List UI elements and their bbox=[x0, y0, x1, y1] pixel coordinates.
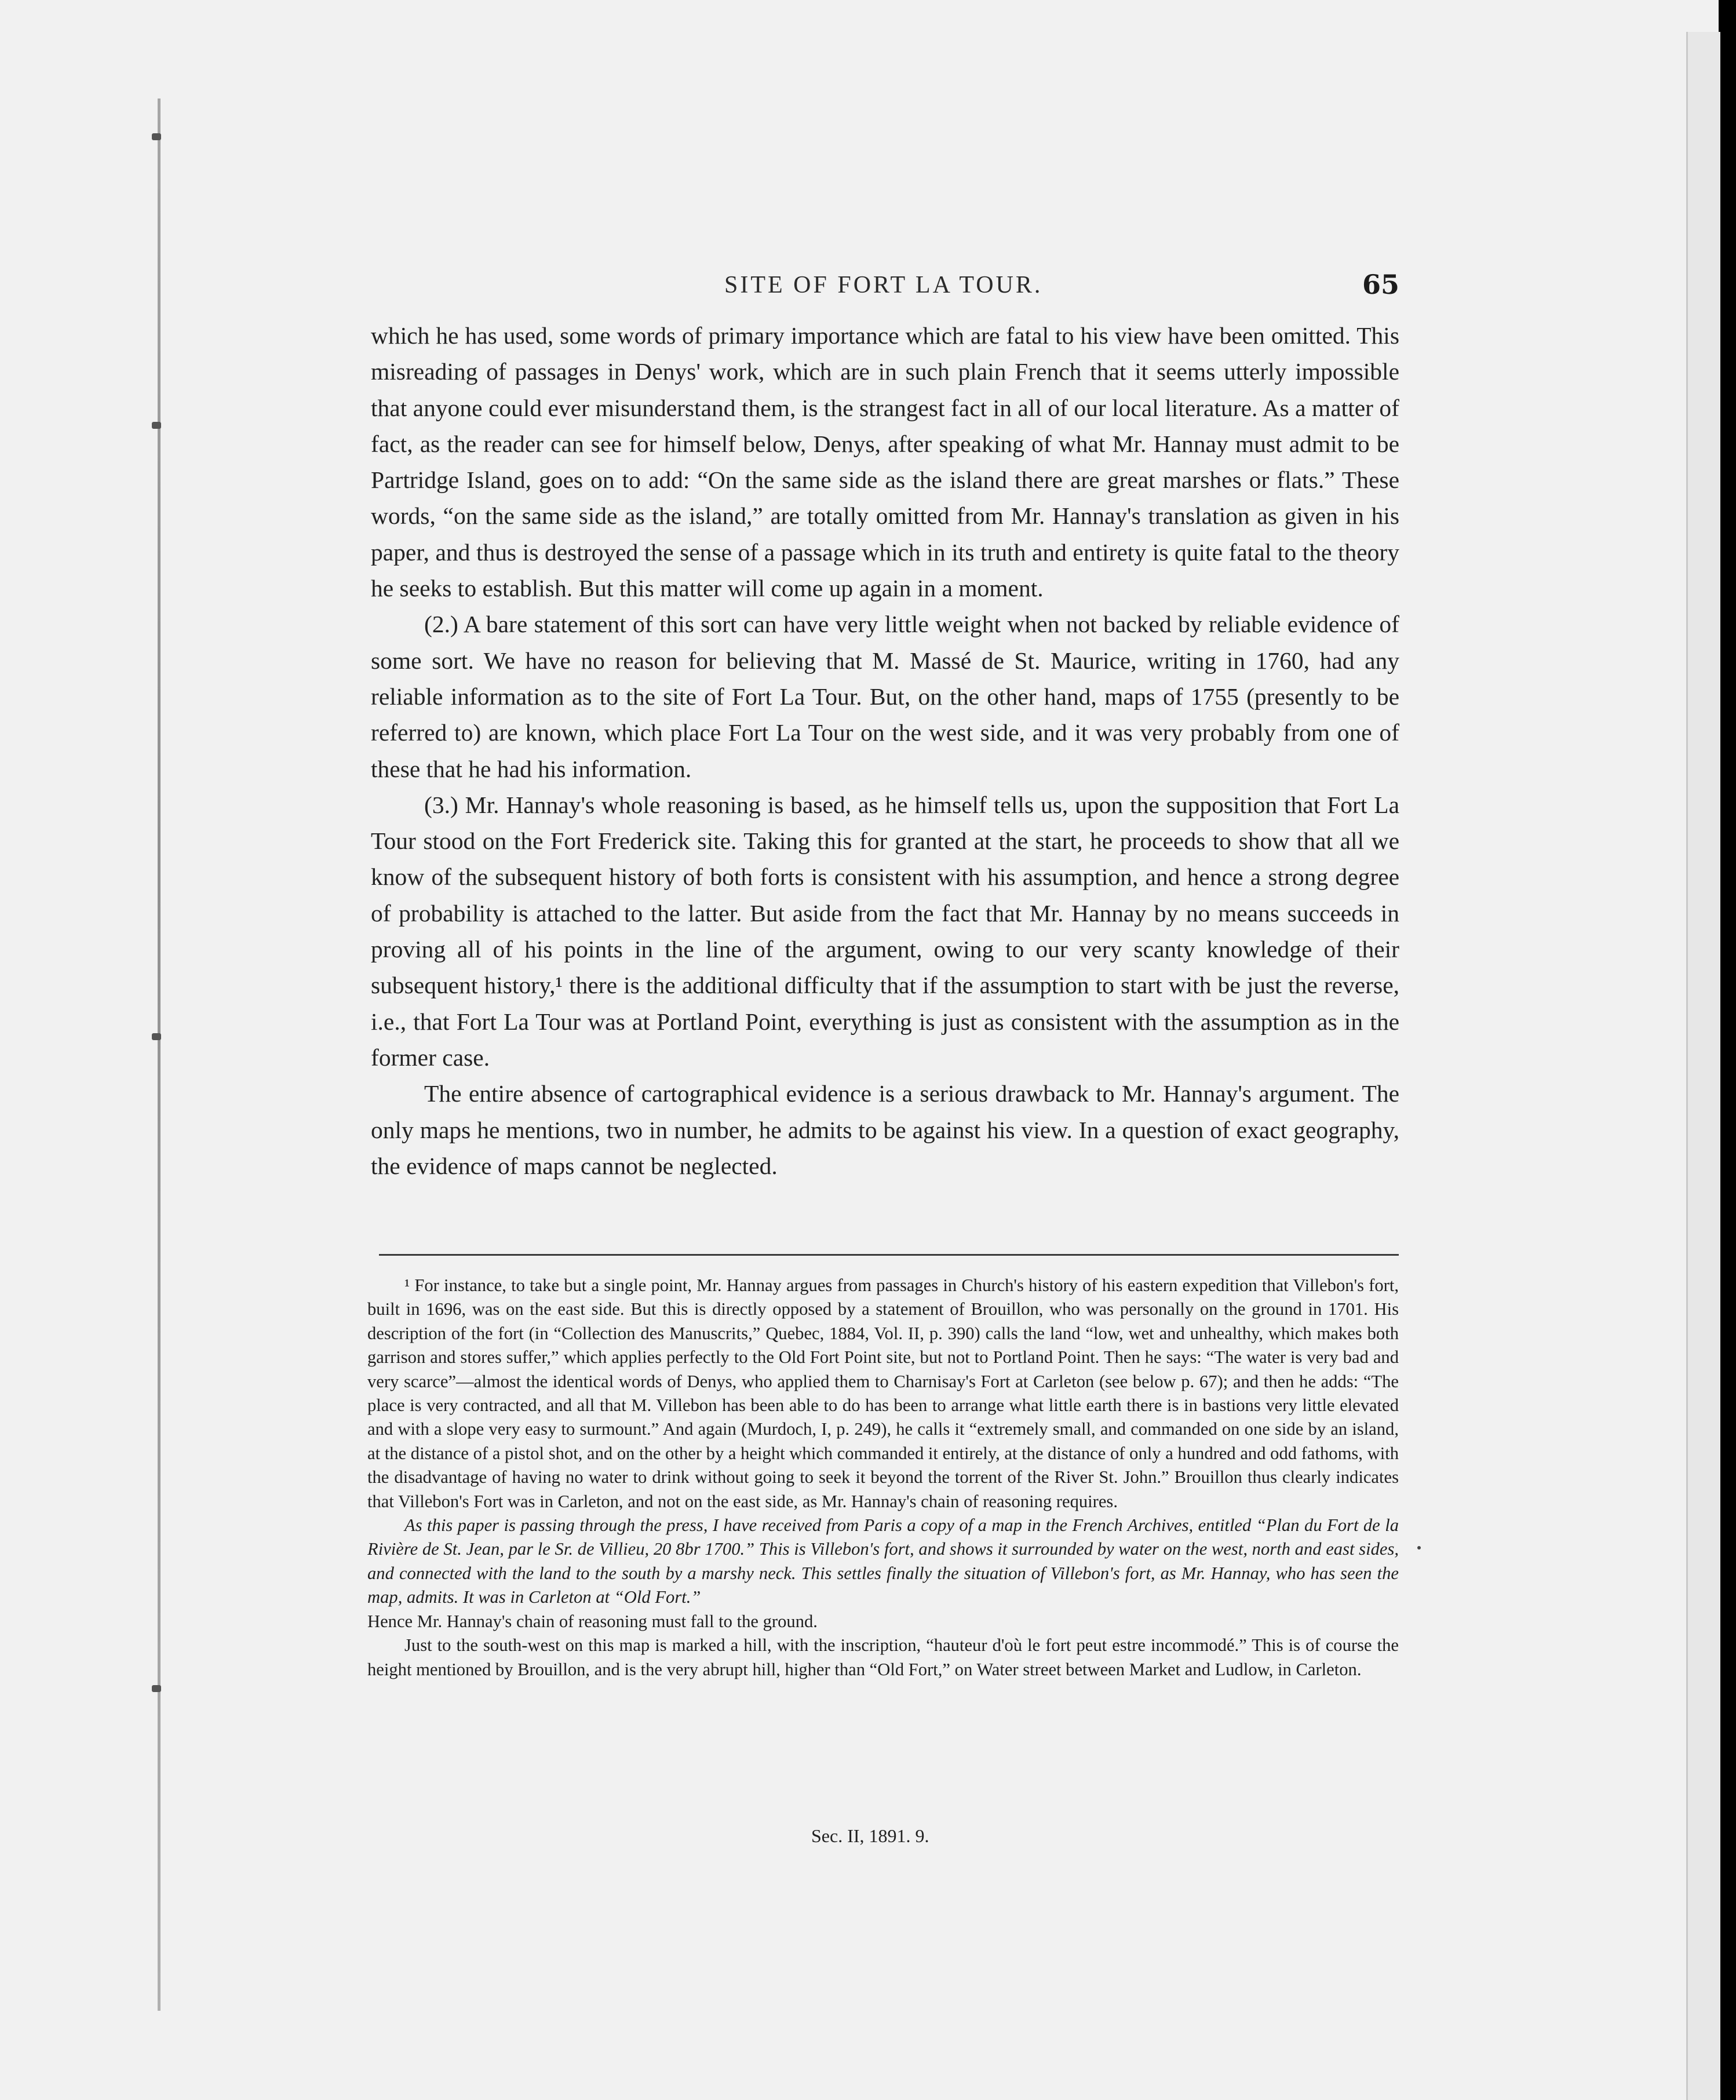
paragraph: (3.) Mr. Hannay's whole reasoning is based, as he himself tells us, upon the supposition that Fort La Tour stood on the Fort Frederick site. Taking this for granted at the start, he proceeds to show that all we know of the subsequent history of both forts is consistent with his assumption, and hence a strong degree of probability is attached to the latter. But aside from the fact that Mr. Hannay by no means succeeds in proving all of his points in the line of the argument, owing to our very scanty knowledge of their subsequent history,¹ there is the additional difficulty that if the assumption to start with be just the reverse, i.e., that Fort La Tour was at Portland Point, everything is just as consistent with the assumption as in the former case. bbox=[371, 791, 1399, 1071]
page-number: 65 bbox=[1362, 269, 1399, 300]
page-edge bbox=[1686, 32, 1720, 2100]
footnote: Just to the south-west on this map is marked a hill, with the inscription, “hauteur d'où le fort peut estre incommodé.” This is of course the height mentioned by Brouillon, and is the very abrupt hill, higher than “Old Fort,” on Water street between Market and Ludlow, in Carleton. bbox=[367, 1635, 1399, 1679]
body-text bbox=[371, 318, 1399, 1184]
speck bbox=[1417, 1546, 1421, 1550]
gutter-mark bbox=[152, 422, 161, 429]
binding-gutter bbox=[158, 99, 161, 2011]
gutter-mark bbox=[152, 1685, 161, 1692]
footnote: Hence Mr. Hannay's chain of reasoning must fall to the ground. bbox=[367, 1611, 818, 1631]
paragraph: which he has used, some words of primary importance which are fatal to his view have been omitted. This misreading of passages in Denys' work, which are in such plain French that it seems utterly impossible that anyone could ever misunderstand them, is the strangest fact in all of our local literature. As a matter of fact, as the reader can see for himself below, Denys, after speaking of what Mr. Hannay must admit to be Partridge Island, goes on to add: “On the same side as the island there are great marshes or flats.” These words, “on the same side as the island,” are totally omitted from Mr. Hannay's translation as given in his paper, and thus is destroyed the sense of a passage which in its truth and entirety is quite fatal to the theory he seeks to establish. But this matter will come up again in a moment. bbox=[371, 322, 1399, 602]
signature-mark: Sec. II, 1891. 9. bbox=[811, 1825, 929, 1846]
gutter-mark bbox=[152, 133, 161, 140]
gutter-mark bbox=[152, 1033, 161, 1040]
footnote-rule bbox=[379, 1254, 1399, 1256]
footnote: ¹ For instance, to take but a single point, Mr. Hannay argues from passages in Church's history of his eastern expedition that Villebon's fort, built in 1696, was on the east side. But this is directly opposed by a statement of Brouillon, who was personally on the ground in 1701. His description of the fort (in “Collection des Manuscrits,” Quebec, 1884, Vol. II, p. 390) calls the land “low, wet and unhealthy, which makes both garrison and stores suffer,” which applies perfectly to the Old Fort Point site, but not to Portland Point. Then he says: “The water is very bad and very scarce”—almost the identical words of Denys, who applied them to Charnisay's Fort at Carleton (see below p. 67); and then he adds: “The place is very contracted, and all that M. Villebon has been able to do has been to arrange what little earth there is in bastions very little elevated and with a slope very easy to surmount.” And again (Murdoch, I, p. 249), he calls it “extremely small, and commanded on one side by an island, at the distance of a pistol shot, and on the other by a height which commanded it entirely, at the distance of only a hundred and odd fathoms, with the disadvantage of having no water to drink without going to seek it beyond the torrent of the River St. John.” Brouillon thus clearly indicates that Villebon's Fort was in Carleton, and not on the east side, as Mr. Hannay's chain of reasoning requires. bbox=[367, 1275, 1399, 1511]
running-title: SITE OF FORT LA TOUR. bbox=[724, 272, 1043, 298]
footnote-italic: As this paper is passing through the press, I have received from Paris a copy of a map in the French Archives, entitled “Plan du Fort de la Rivière de St. Jean, par le Sr. de Villieu, 20 8br 1700.” This is Villebon's fort, and shows it surrounded by water on the west, north and east sides, and connected with the land to the south by a marshy neck. This settles finally the situation of Villebon's fort, as Mr. Hannay, who has seen the map, admits. It was in Carleton at “Old Fort.” bbox=[367, 1515, 1399, 1607]
running-head bbox=[371, 271, 1399, 308]
footnotes bbox=[367, 1274, 1399, 1682]
paragraph: The entire absence of cartographical evidence is a serious drawback to Mr. Hannay's argument. The only maps he mentions, two in number, he admits to be against his view. In a question of exact geography, the evidence of maps cannot be neglected. bbox=[371, 1080, 1399, 1179]
paragraph: (2.) A bare statement of this sort can have very little weight when not backed by reliable evidence of some sort. We have no reason for believing that M. Massé de St. Maurice, writing in 1760, had any reliable information as to the site of Fort La Tour. But, on the other hand, maps of 1755 (presently to be referred to) are known, which place Fort La Tour on the west side, and it was very probably from one of these that he had his information. bbox=[371, 611, 1399, 782]
